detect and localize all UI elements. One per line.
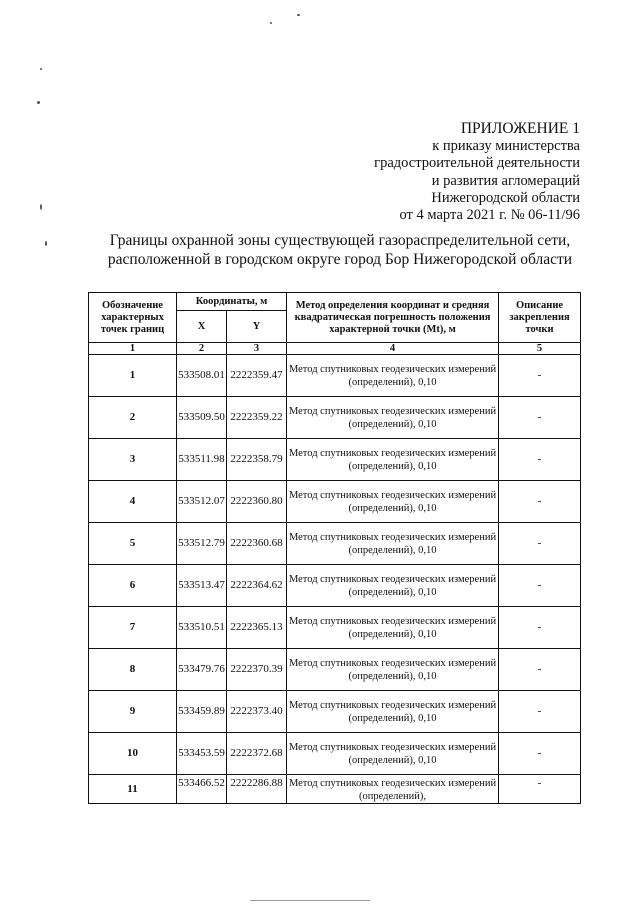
cell-y: 2222372.68: [227, 733, 287, 775]
cell-method: Метод спутниковых геодезических измерений (определений), 0,10: [287, 733, 499, 775]
appendix-line: к приказу министерства: [432, 138, 580, 154]
cell-method: Метод спутниковых геодезических измерений (определений), 0,10: [287, 439, 499, 481]
cell-y: 2222360.80: [227, 481, 287, 523]
cell-y: 2222358.79: [227, 439, 287, 481]
table-row: [89, 733, 581, 775]
table-row: [89, 607, 581, 649]
cell-description: -: [499, 397, 581, 439]
column-number: 4: [287, 343, 499, 355]
table-row: [89, 397, 581, 439]
header-description: Описание закрепления точки: [499, 293, 581, 343]
scan-speck: [40, 68, 42, 70]
cell-x: 533509.50: [177, 397, 227, 439]
cell-description: -: [499, 733, 581, 775]
cell-description: -: [499, 691, 581, 733]
cell-x: 533479.76: [177, 649, 227, 691]
cell-method: Метод спутниковых геодезических измерений (определений), 0,10: [287, 523, 499, 565]
cell-x: 533510.51: [177, 607, 227, 649]
cell-description: -: [499, 607, 581, 649]
column-number: 5: [499, 343, 581, 355]
table-body: [89, 355, 581, 804]
cell-method: Метод спутниковых геодезических измерений (определений), 0,10: [287, 565, 499, 607]
column-number: 1: [89, 343, 177, 355]
cell-description: -: [499, 649, 581, 691]
table-row: [89, 649, 581, 691]
column-number: 3: [227, 343, 287, 355]
scan-speck: [297, 14, 300, 16]
title-line: расположенной в городском округе город Бор Нижегородской области: [107, 250, 573, 268]
cell-y: 2222365.13: [227, 607, 287, 649]
cell-point: 6: [89, 565, 177, 607]
appendix-line: градостроительной деятельности: [374, 155, 580, 172]
cell-method: Метод спутниковых геодезических измерений (определений),: [287, 775, 499, 804]
scan-speck: [37, 101, 40, 104]
appendix-heading: ПРИЛОЖЕНИЕ 1: [460, 120, 580, 137]
cell-x: 533459.89: [177, 691, 227, 733]
table-row: [89, 439, 581, 481]
title-line: Границы охранной зоны существующей газораспределительной сети,: [109, 232, 571, 249]
cell-point: 10: [89, 733, 177, 775]
cell-y: 2222370.39: [227, 649, 287, 691]
scan-speck: [40, 204, 42, 210]
cell-point: 11: [89, 775, 177, 804]
cell-description: -: [499, 775, 581, 804]
cell-y: 2222359.47: [227, 355, 287, 397]
header-x: X: [177, 311, 227, 343]
cell-method: Метод спутниковых геодезических измерений (определений), 0,10: [287, 355, 499, 397]
appendix-line: от 4 марта 2021 г. № 06-11/96: [399, 207, 580, 224]
cell-y: 2222373.40: [227, 691, 287, 733]
table-row: [89, 355, 581, 397]
cell-description: -: [499, 565, 581, 607]
coordinates-table-wrapper: [88, 292, 580, 804]
cell-x: 533511.98: [177, 439, 227, 481]
header-method: Метод определения координат и средняя квадратическая погрешность положения характерной точки (Mt), м: [287, 293, 499, 343]
cell-x: 533512.07: [177, 481, 227, 523]
appendix-block: [280, 119, 580, 224]
cell-y: 2222364.62: [227, 565, 287, 607]
cell-point: 1: [89, 355, 177, 397]
header-point: Обозначение характерных точек границ: [89, 293, 177, 343]
cell-point: 8: [89, 649, 177, 691]
cell-description: -: [499, 523, 581, 565]
cell-method: Метод спутниковых геодезических измерений (определений), 0,10: [287, 607, 499, 649]
appendix-line: и развития агломераций: [431, 172, 580, 189]
header-y: Y: [227, 311, 287, 343]
appendix-line: Нижегородской области: [431, 189, 580, 206]
cell-y: 2222360.68: [227, 523, 287, 565]
cell-x: 533513.47: [177, 565, 227, 607]
cell-method: Метод спутниковых геодезических измерений (определений), 0,10: [287, 481, 499, 523]
cell-x: 533453.59: [177, 733, 227, 775]
cell-point: 9: [89, 691, 177, 733]
cell-y: 2222286.88: [227, 775, 287, 804]
cell-x: 533512.79: [177, 523, 227, 565]
cell-x: 533466.52: [177, 775, 227, 804]
cell-y: 2222359.22: [227, 397, 287, 439]
cell-description: -: [499, 355, 581, 397]
table-row: [89, 775, 581, 804]
cell-point: 3: [89, 439, 177, 481]
cell-point: 5: [89, 523, 177, 565]
cell-description: -: [499, 439, 581, 481]
cell-description: -: [499, 481, 581, 523]
coordinates-table: [88, 292, 581, 804]
cell-point: 7: [89, 607, 177, 649]
cell-method: Метод спутниковых геодезических измерений (определений), 0,10: [287, 691, 499, 733]
document-title: [100, 232, 580, 269]
scan-speck: [45, 241, 47, 246]
cell-method: Метод спутниковых геодезических измерений (определений), 0,10: [287, 649, 499, 691]
cell-point: 4: [89, 481, 177, 523]
cell-point: 2: [89, 397, 177, 439]
table-row: [89, 481, 581, 523]
footer-rule: [250, 900, 370, 901]
scan-speck: [270, 22, 272, 24]
table-row: [89, 565, 581, 607]
column-number: 2: [177, 343, 227, 355]
header-coords: Координаты, м: [177, 293, 287, 311]
table-row: [89, 523, 581, 565]
cell-method: Метод спутниковых геодезических измерений (определений), 0,10: [287, 397, 499, 439]
table-row: [89, 691, 581, 733]
cell-x: 533508.01: [177, 355, 227, 397]
